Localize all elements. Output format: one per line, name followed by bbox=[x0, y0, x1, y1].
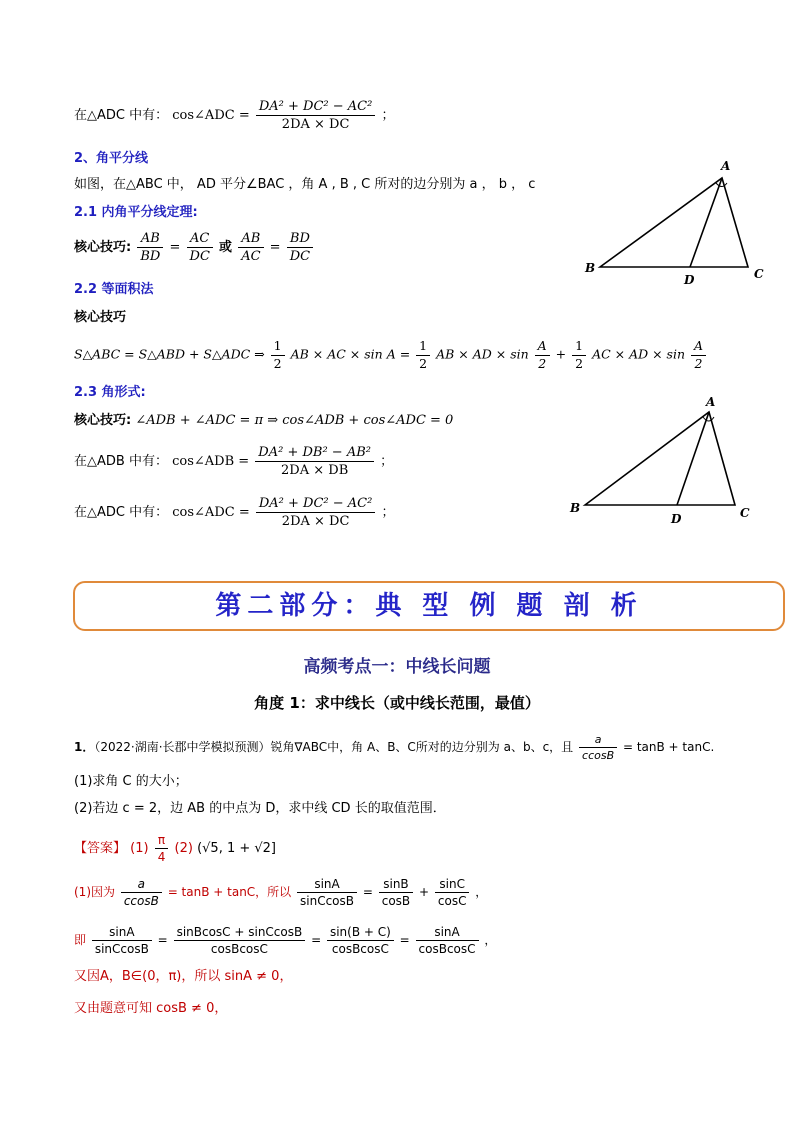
sub2-title: 2.2 等面积法 bbox=[74, 282, 154, 297]
section-title-angle-bisector: 2、角平分线 bbox=[74, 151, 149, 166]
label-B-2: B bbox=[570, 501, 581, 515]
triangle-abc-1 bbox=[600, 178, 748, 267]
problem-stem: 1．（2022·湖南·长郡中学模拟预测）锐角∇ABC中，角 A、B、C所对的边分别为 a、b、c，且 $\frac{a}{ccosB}$ = tanB + tanC. bbox=[74, 733, 715, 762]
question-2: (2)若边 c = 2，边 AB 的中点为 D，求中线 CD 长的取值范围． bbox=[74, 801, 446, 816]
label-D-1: D bbox=[684, 273, 695, 287]
sub1-title: 2.1 内角平分线定理: bbox=[74, 205, 198, 220]
sub3-title: 2.3 角形式: bbox=[74, 385, 146, 400]
triangle-figure-1 bbox=[580, 150, 770, 290]
adb-cos-line: 在△ADB 中有： cos∠ADB = $\frac{\text{DA² + DB² − AB²}}{2DA \times DB}$ ； bbox=[74, 445, 394, 478]
solution-line-4: 又由题意可知 cosB ≠ 0， bbox=[74, 1001, 228, 1016]
adc-fraction: $\frac{\text{DA² + DC² − AC²}}{2DA \times DC}$ bbox=[256, 100, 375, 131]
label-A-1: A bbox=[721, 159, 731, 173]
label-A-2: A bbox=[706, 395, 716, 409]
angle-arc-2 bbox=[703, 417, 714, 421]
angle-heading: 角度 1：求中线长（或中线长范围，最值） bbox=[254, 694, 540, 712]
adc-prefix: 在△ADC 中有： bbox=[74, 108, 169, 123]
angle-form-formula: 核心技巧: ∠ADB + ∠ADC = π ⇒ cos∠ADB + cos∠ADC = 0 bbox=[74, 413, 454, 428]
angle-arc-1 bbox=[716, 183, 727, 187]
bisector-theorem-formula: 核心技巧: $\frac{AB}{BD}$ = $\frac{AC}{DC}$ 或 $\frac{AB}{AC}$ = $\frac{BD}{DC}$ bbox=[74, 232, 315, 263]
label-B-1: B bbox=[585, 261, 596, 275]
adc-lhs: cos∠ADC = bbox=[172, 108, 250, 123]
bisector-ad-1 bbox=[690, 178, 722, 267]
triangle-abc-2 bbox=[585, 412, 735, 505]
triangle-figure-2 bbox=[565, 392, 760, 532]
answer-line: 【答案】 (1) $\frac{\pi}{4}$ (2) (√5, 1 + √2] bbox=[74, 833, 277, 864]
solution-line-3: 又因A，B∈(0，π)，所以 sinA ≠ 0， bbox=[74, 969, 293, 984]
area-formula: S△ABC = S△ABD + S△ADC ⇒ $\frac{1}{2}$ AB × AC × sin A = $\frac{1}{2}$ AB × AD × sin $\frac{A}{2}$ + $\frac{1}{2}$ AC × AD × sin $\frac{A}{2}$ bbox=[74, 340, 708, 370]
part2-banner bbox=[73, 581, 785, 631]
label-C-2: C bbox=[740, 506, 750, 520]
adc-cos-line-top: 在△ADC 中有： cos∠ADC = $\frac{\text{DA² + DC² − AC²}}{2DA \times DC}$ ； bbox=[74, 99, 395, 132]
solution-line-1: (1)因为 $\frac{a}{ccosB}$ = tanB + tanC，所以 $\frac{\sin A}{\text{sinCcosB}}$ = $\frac{\sin B}{\cos B}$ + $\frac{\sin C}{\cos C}$ ， bbox=[74, 877, 488, 908]
label-D-2: D bbox=[671, 512, 682, 526]
bisector-ad-2 bbox=[677, 412, 709, 505]
section2-intro: 如图，在△ABC 中， AD 平分∠BAC ，角 A , B , C 所对的边分别为 a ， b ， c bbox=[74, 177, 536, 192]
topic-heading: 高频考点一：中线长问题 bbox=[303, 657, 491, 677]
question-1: (1)求角 C 的大小； bbox=[74, 774, 188, 789]
skill-label-2: 核心技巧 bbox=[74, 310, 127, 325]
label-C-1: C bbox=[754, 267, 764, 281]
adc-cos-line: 在△ADC 中有： cos∠ADC = $\frac{\text{DA² + DC² − AC²}}{2DA \times DC}$ ； bbox=[74, 496, 395, 529]
part2-banner-text: 第二部分：典 型 例 题 剖 析 bbox=[215, 591, 643, 621]
solution-line-2: 即 $\frac{\sin A}{\text{sinCcosB}}$ = $\frac{\text{sinBcosC + sinCcosB}}{\text{cosBcosC}}$ = $\frac{\sin(B + C)}{\text{cosBcosC}}$ = $\frac{\sin A}{\text{cosBcosC}}$ ， bbox=[74, 925, 497, 956]
